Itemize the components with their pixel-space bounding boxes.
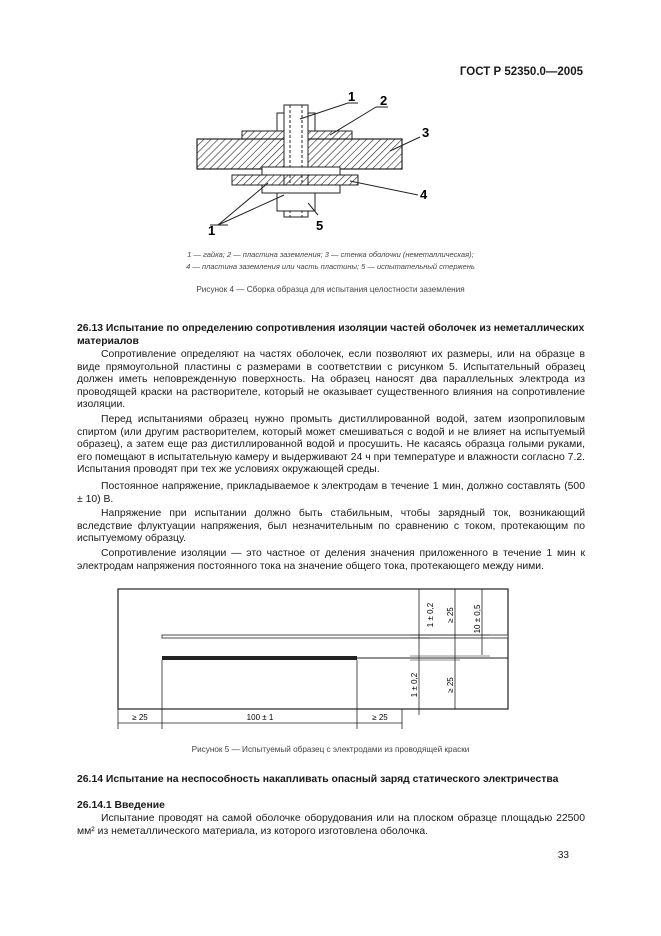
dim-gap-top: 1 ± 0,2 [426,602,435,628]
callout-1-top: 1 [348,89,356,104]
callout-1-bottom: 1 [208,223,216,238]
dim-left: ≥ 25 [132,713,148,722]
figure-4-assembly-drawing [180,85,440,240]
section-26-14-1-heading: 26.14.1 Введение [77,800,165,811]
figure-5-specimen-drawing [110,585,520,735]
figure-5-caption: Рисунок 5 — Испытуемый образец с электродами из проводящей краски [191,745,470,754]
page-number: 33 [557,850,569,861]
section-26-13-paragraph-1: Сопротивление определяют на частях оболочек, если позволяют их размеры, или на образце в виде прямоугольной пластины с размерами в соответствии с рисунком 5. Испытательный образец должен иметь неповрежденную поверхность. На образец наносят два параллельных электрода из проводящей краски на растворителе, который не оказывает существенного влияния на сопротивление изоляции. [77,349,585,411]
section-26-13-paragraph-5: Сопротивление изоляции — это частное от деления значения приложенного в течение 1 мин к электродам напряжения постоянного тока на значение общего тока, протекающего между ними. [77,548,585,572]
section-26-13-heading: 26.13 Испытание по определению сопротивления изоляции частей оболочек из неметаллических материалов [77,323,585,347]
figure-4-caption: Рисунок 4 — Сборка образца для испытания целостности заземления [196,285,465,294]
callout-4: 4 [420,187,428,202]
dim-gap-bottom: 1 ± 0,2 [410,672,419,698]
section-26-14-1-paragraph: Испытание проводят на самой оболочке оборудования или на плоском образце площадью 22500 мм² из неметаллического материала, из которого изготовлена оболочка. [77,813,585,837]
callout-3: 3 [422,125,430,140]
dim-right: ≥ 25 [372,713,388,722]
section-26-13-paragraph-3: Постоянное напряжение, прикладываемое к электродам в течение 1 мин, должно составлять (500 ± 10) В. [77,481,585,505]
section-26-13-paragraph-2: Перед испытаниями образец нужно промыть дистиллированной водой, затем изопропиловым спиртом (или другим растворителем, который может смешиваться с водой и не влияет на испытуемый образец), а затем еще раз дистиллированной водой и просушить. Не касаясь образца голыми руками, его помещают в испытательную камеру и выдерживают 24 ч при температуре и влажности согласно 7.2. Испытания проводят при тех же условиях окружающей среды. [77,414,585,476]
dim-spacing: 10 ± 0,5 [473,604,482,634]
callout-5: 5 [316,218,324,233]
dim-center: 100 ± 1 [246,713,274,722]
document-header: ГОСТ Р 52350.0—2005 [459,66,583,78]
section-26-13-paragraph-4: Напряжение при испытании должно быть стабильным, чтобы зарядный ток, возникающий вследствие флуктуации напряжения, был незначительным по сравнению с током, протекающим по испытуемому образцу. [77,508,585,545]
dim-top: ≥ 25 [446,607,455,623]
figure-4-legend-line-2: 4 — пластина заземления или часть пластины; 5 — испытательный стержень [186,262,475,271]
callout-2: 2 [380,93,388,108]
figure-4-legend-line-1: 1 — гайка; 2 — пластина заземления; 3 — стенка оболочки (неметаллическая); [187,250,474,259]
section-26-14-heading: 26.14 Испытание на неспособность накапливать опасный заряд статического электричества [77,774,559,785]
dim-bottom: ≥ 25 [446,677,455,693]
